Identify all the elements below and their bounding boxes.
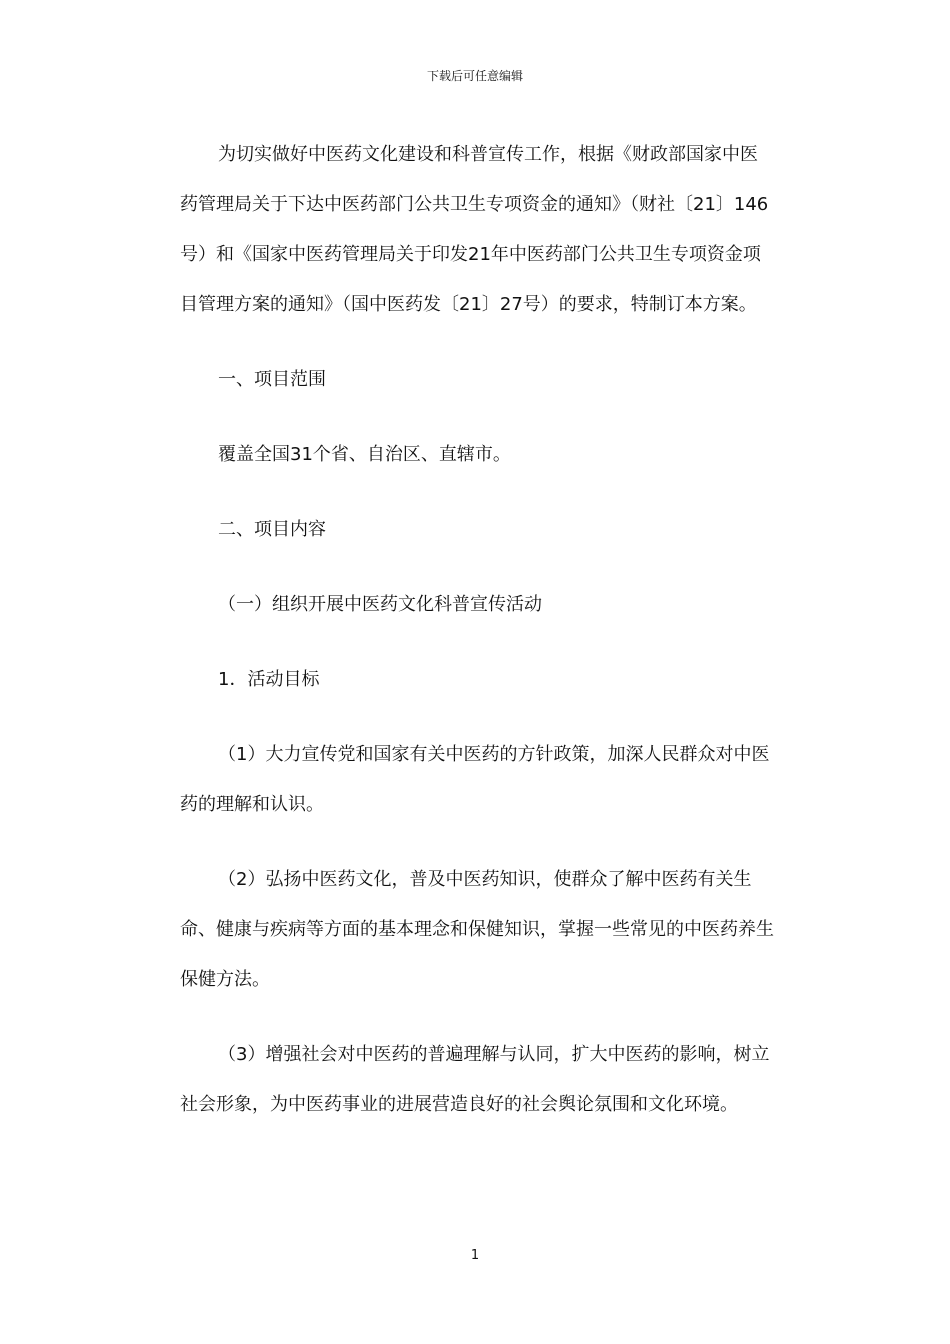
goal-paragraph-1: （1）大力宣传党和国家有关中医药的方针政策，加深人民群众对中医药的理解和认识。 (180, 744, 770, 815)
item-heading-goals: 1．活动目标 (218, 669, 320, 690)
section-heading-scope: 一、项目范围 (218, 369, 326, 390)
document-body (180, 130, 775, 1130)
page-number: 1 (470, 1248, 480, 1263)
scope-paragraph: 覆盖全国31个省、自治区、直辖市。 (218, 444, 511, 465)
section-heading-content: 二、项目内容 (218, 519, 326, 540)
page-header: 下载后可任意编辑 (426, 69, 523, 83)
goal-paragraph-2: （2）弘扬中医药文化，普及中医药知识，使群众了解中医药有关生命、健康与疾病等方面的基本理念和保健知识，掌握一些常见的中医药养生保健方法。 (180, 869, 774, 990)
goal-paragraph-3: （3）增强社会对中医药的普遍理解与认同，扩大中医药的影响，树立社会形象，为中医药事业的进展营造良好的社会舆论氛围和文化环境。 (180, 1044, 770, 1115)
intro-paragraph: 为切实做好中医药文化建设和科普宣传工作，根据《财政部国家中医药管理局关于下达中医药部门公共卫生专项资金的通知》（财社〔21〕146号）和《国家中医药管理局关于印发21年中医药部门公共卫生专项资金项目管理方案的通知》（国中医药发〔21〕27号）的要求，特制订本方案。 (180, 144, 769, 315)
subsection-heading: （一）组织开展中医药文化科普宣传活动 (218, 594, 542, 615)
